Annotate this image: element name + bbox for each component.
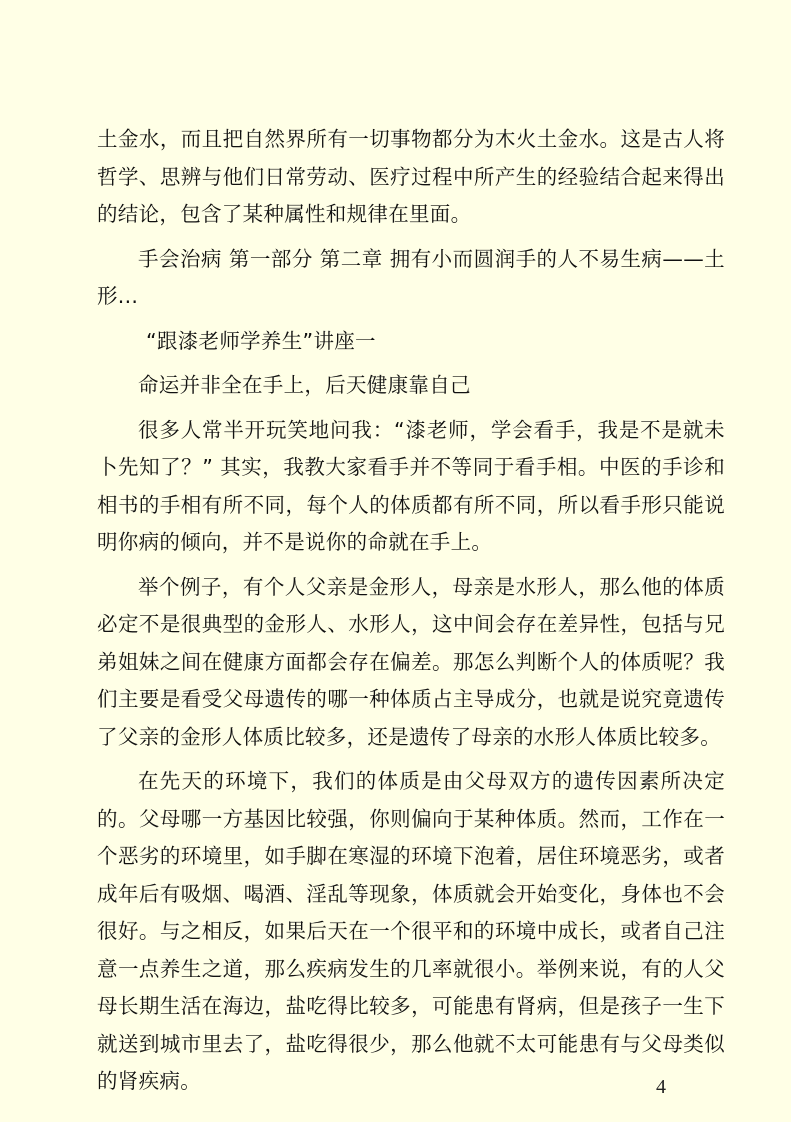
- paragraph-lecture-title: “跟漆老师学养生”讲座一: [146, 328, 376, 353]
- paragraph-continuation: 土金水，而且把自然界所有一切事物都分为木火土金水。这是古人将哲学、思辨与他们日常劳动、医疗过程中所产生的经验结合起来得出的结论，包含了某种属性和规律在里面。: [97, 127, 725, 226]
- paragraph-body: 举个例子，有个人父亲是金形人，母亲是水形人，那么他的体质必定不是很典型的金形人、水形人，这中间会存在差异性，包括与兄弟姐妹之间在健康方面都会存在偏差。那怎么判断个人的体质呢？我们主要是看受父母遗传的哪一种体质占主导成分，也就是说究竟遗传了父亲的金形人体质比较多，还是遗传了母亲的水形人体质比较多。: [97, 574, 725, 749]
- paragraph-body: 在先天的环境下，我们的体质是由父母双方的遗传因素所决定的。父母哪一方基因比较强，你则偏向于某种体质。然而，工作在一个恶劣的环境里，如手脚在寒湿的环境下泡着，居住环境恶劣，或者成年后有吸烟、喝酒、淫乱等现象，体质就会开始变化，身体也不会很好。与之相反，如果后天在一个很平和的环境中成长，或者自己注意一点养生之道，那么疾病发生的几率就很小。举例来说，有的人父母长期生活在海边，盐吃得比较多，可能患有肾病，但是孩子一生下就送到城市里去了，盐吃得很少，那么他就不太可能患有与父母类似的肾疾病。: [97, 769, 725, 1093]
- paragraph-chapter-heading: 手会治病 第一部分 第二章 拥有小而圆润手的人不易生病——土形...: [97, 246, 725, 308]
- document-body: [97, 121, 725, 1108]
- paragraph-body: 很多人常半开玩笑地问我：“漆老师，学会看手，我是不是就未卜先知了？” 其实，我教大家看手并不等同于看手相。中医的手诊和相书的手相有所不同，每个人的体质都有所不同，所以看手形只能说明你病的倾向，并不是说你的命就在手上。: [97, 417, 725, 554]
- paragraph-section-title: 命运并非全在手上，后天健康靠自己: [138, 373, 471, 397]
- page-number: 4: [656, 1076, 666, 1098]
